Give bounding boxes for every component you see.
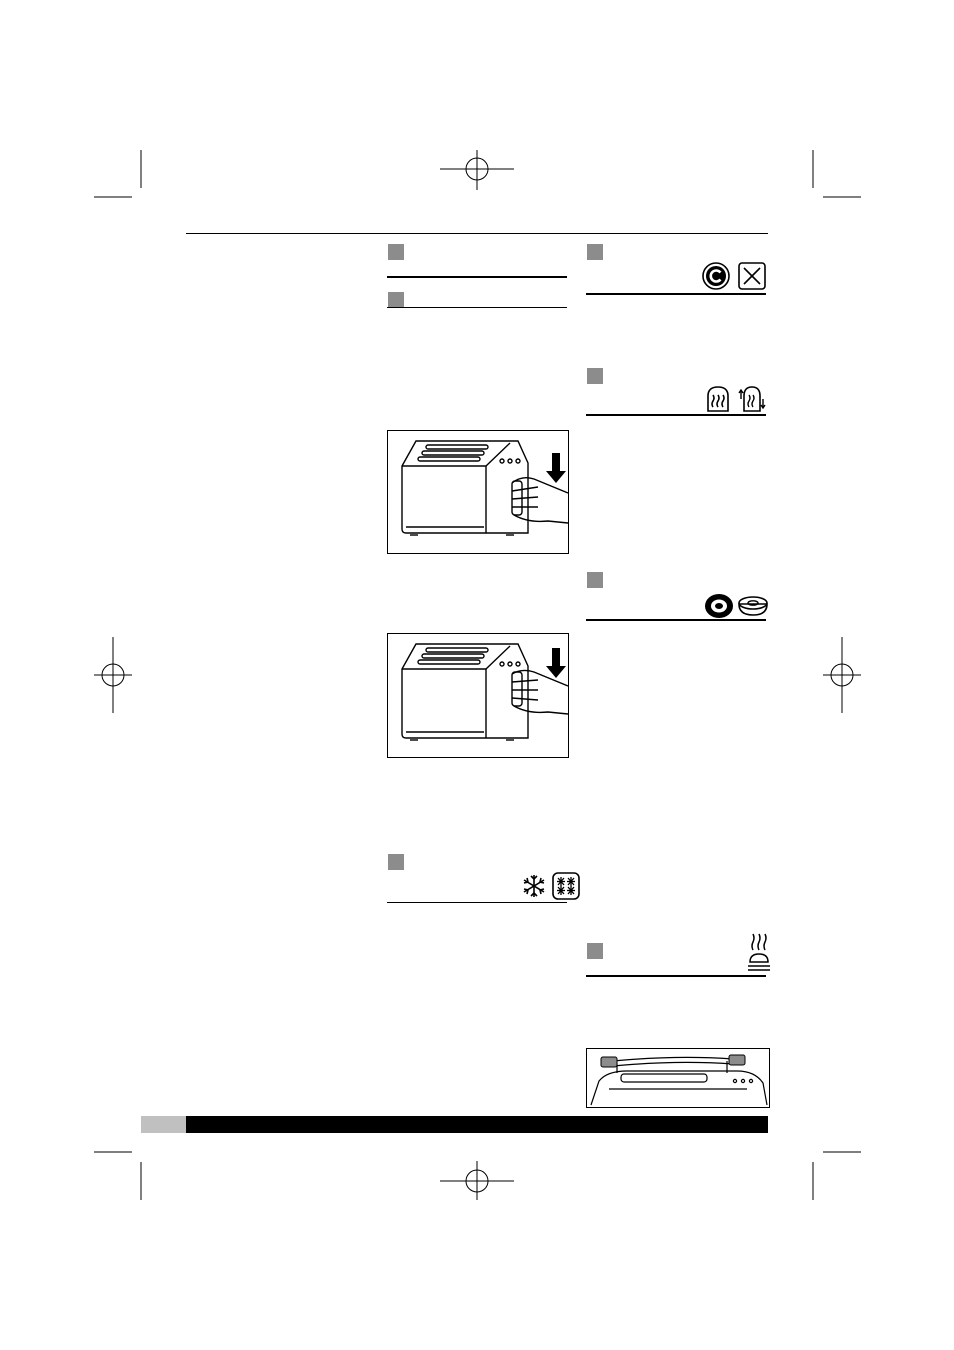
section-rule xyxy=(586,619,766,621)
section-marker xyxy=(388,244,404,260)
toaster-press-lever-figure-2 xyxy=(387,633,569,758)
warming-rack-figure xyxy=(586,1048,770,1108)
footer-page-tab xyxy=(141,1116,186,1133)
reheat-icon xyxy=(738,385,766,413)
section-marker xyxy=(587,572,603,588)
section-rule xyxy=(387,276,567,278)
section-marker xyxy=(388,292,404,308)
section-marker xyxy=(587,368,603,384)
section-rule xyxy=(387,307,567,308)
section-rule xyxy=(586,293,766,295)
section-marker xyxy=(388,854,404,870)
section-rule xyxy=(586,975,766,977)
half-bagel-icon xyxy=(738,596,768,616)
cancel-icon xyxy=(702,262,730,290)
snowflake-icon xyxy=(521,873,547,899)
section-rule xyxy=(387,902,567,903)
bagel-icon xyxy=(704,593,734,619)
footer-bar xyxy=(186,1116,768,1133)
warming-rack-icon xyxy=(746,932,772,972)
section-rule xyxy=(586,414,766,416)
toast-heat-icon xyxy=(704,385,732,413)
toaster-press-lever-figure-1 xyxy=(387,430,569,554)
header-rule xyxy=(186,233,768,234)
section-marker xyxy=(587,244,603,260)
stop-box-icon xyxy=(738,262,766,290)
section-marker xyxy=(587,943,603,959)
frozen-bread-icon xyxy=(552,872,580,900)
